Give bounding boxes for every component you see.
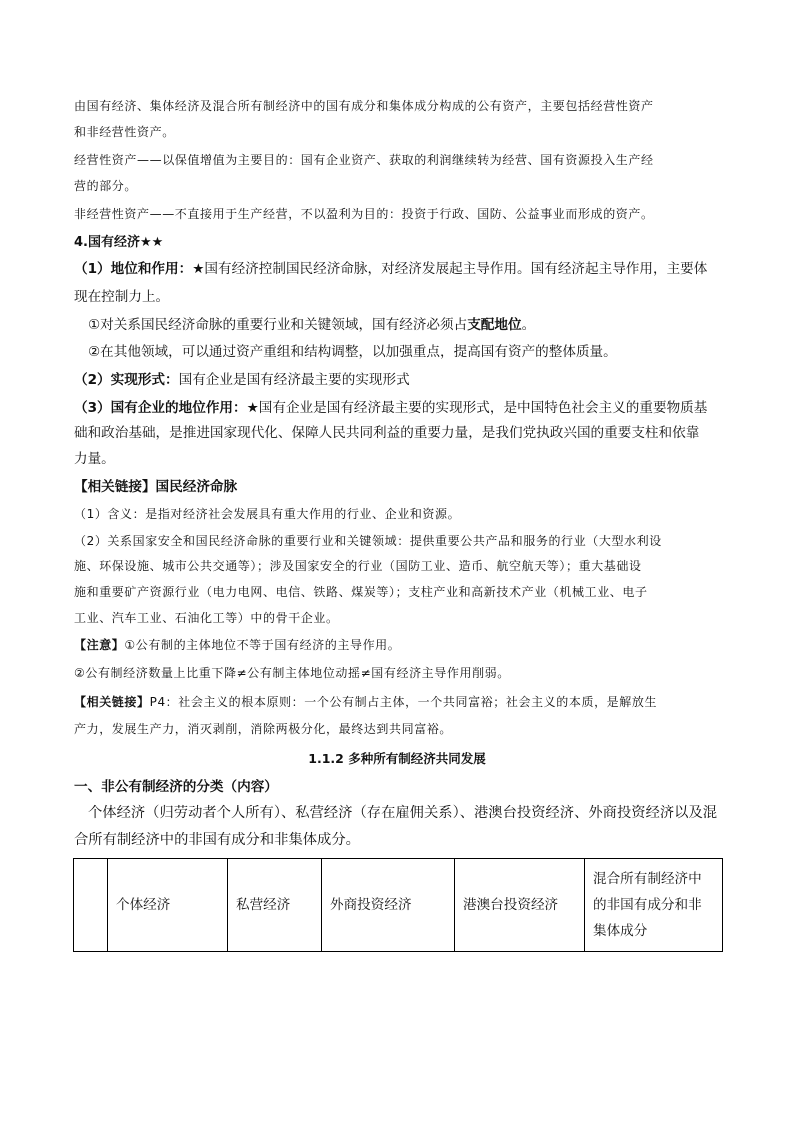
table-row	[74, 859, 723, 952]
classification-para-line1: 个体经济（归劳动者个人所有）、私营经济（存在雇佣关系）、港澳台投资经济、外商投资经济以及混	[88, 805, 718, 821]
table-cell-hk-macao-taiwan: 港澳台投资经济	[455, 859, 585, 952]
related-link-heading: 【相关链接】国民经济命脉	[74, 479, 238, 495]
table-cell-empty	[74, 859, 108, 952]
related-link-p2-line3: 施和重要矿产资源行业（电力电网、电信、铁路、煤炭等）；支柱产业和高新技术产业（机械工业、电子	[74, 585, 648, 599]
item1-label: （1）地位和作用：	[74, 261, 193, 277]
classification-table	[73, 858, 723, 952]
table-cell-private-economy: 私营经济	[228, 859, 322, 952]
paragraph-public-assets-line1: 由国有经济、集体经济及混合所有制经济中的国有成分和集体成分构成的公有资产，主要包括经营性资产	[74, 99, 654, 113]
paragraph-operating-assets-line2: 营的部分。	[74, 179, 138, 193]
heading-state-owned-economy: 4.国有经济★★	[74, 235, 164, 250]
item3-line1	[74, 396, 707, 416]
related-link2-line1	[74, 693, 657, 710]
related-link-p1: （1）含义：是指对经济社会发展具有重大作用的行业、企业和资源。	[74, 507, 461, 521]
sub-item-2: ②在其他领域，可以通过资产重组和结构调整，以加强重点，提高国有资产的整体质量。	[88, 344, 617, 360]
related-link2-text: P4：社会主义的根本原则：一个公有制占主体，一个共同富裕；社会主义的本质，是解放生	[149, 695, 658, 709]
note-line1	[74, 636, 400, 653]
classification-para-line2: 合所有制经济中的非国有成分和非集体成分。	[74, 832, 360, 848]
sub-item-1-bold: 支配地位	[467, 317, 522, 333]
paragraph-public-assets-line2: 和非经营性资产。	[74, 125, 175, 139]
item1-text: ★国有经济控制国民经济命脉，对经济发展起主导作用。国有经济起主导作用，主要体	[192, 261, 708, 277]
table-cell-foreign-investment: 外商投资经济	[322, 859, 455, 952]
related-link-p2-line1: （2）关系国家安全和国民经济命脉的重要行业和关键领域：提供重要公共产品和服务的行业（大型水利设	[74, 534, 662, 548]
item3-label: （3）国有企业的地位作用：	[74, 400, 247, 416]
note-line2: ②公有制经济数量上比重下降≠公有制主体地位动摇≠国有经济主导作用削弱。	[74, 666, 510, 680]
sub-item-1-text: ①对关系国民经济命脉的重要行业和关键领域，国有经济必须占	[88, 317, 468, 333]
related-link-p2-line2: 施、环保设施、城市公共交通等）；涉及国家安全的行业（国防工业、造币、航空航天等）；重大基础设	[74, 559, 642, 573]
note-label: 【注意】	[74, 638, 125, 652]
heading-non-public-classification: 一、非公有制经济的分类（内容）	[74, 779, 278, 795]
sub-item-1	[88, 313, 535, 333]
item3-line3: 力量。	[74, 451, 115, 467]
item2	[74, 368, 410, 388]
related-link2-label: 【相关链接】	[74, 695, 150, 709]
section-title: 1.1.2 多种所有制经济共同发展	[308, 751, 486, 766]
item1-line1	[74, 257, 707, 277]
sub-item-1-end: 。	[521, 317, 536, 333]
note-text-1: ①公有制的主体地位不等于国有经济的主导作用。	[124, 638, 401, 652]
table-cell-individual-economy: 个体经济	[108, 859, 228, 952]
related-link-p2-line4: 工业、汽车工业、石油化工等）中的骨干企业。	[74, 611, 339, 625]
item2-label: （2）实现形式：	[74, 372, 179, 388]
item1-line2: 现在控制力上。	[74, 289, 170, 305]
related-link2-line2: 产力，发展生产力，消灭剥削，消除两极分化，最终达到共同富裕。	[74, 722, 453, 736]
paragraph-operating-assets-line1: 经营性资产——以保值增值为主要目的：国有企业资产、获取的利润继续转为经营、国有资源投入生产经	[74, 153, 654, 167]
item3-text: ★国有企业是国有经济最主要的实现形式，是中国特色社会主义的重要物质基	[246, 400, 708, 416]
paragraph-non-operating-assets: 非经营性资产——不直接用于生产经营，不以盈利为目的：投资于行政、国防、公益事业而形成的资产。	[74, 207, 654, 221]
item2-text: 国有企业是国有经济最主要的实现形式	[178, 372, 410, 388]
table-cell-mixed-ownership: 混合所有制经济中的非国有成分和非集体成分	[585, 859, 723, 952]
item3-line2: 础和政治基础，是推进国家现代化、保障人民共同利益的重要力量，是我们党执政兴国的重要支柱和依靠	[74, 425, 700, 441]
